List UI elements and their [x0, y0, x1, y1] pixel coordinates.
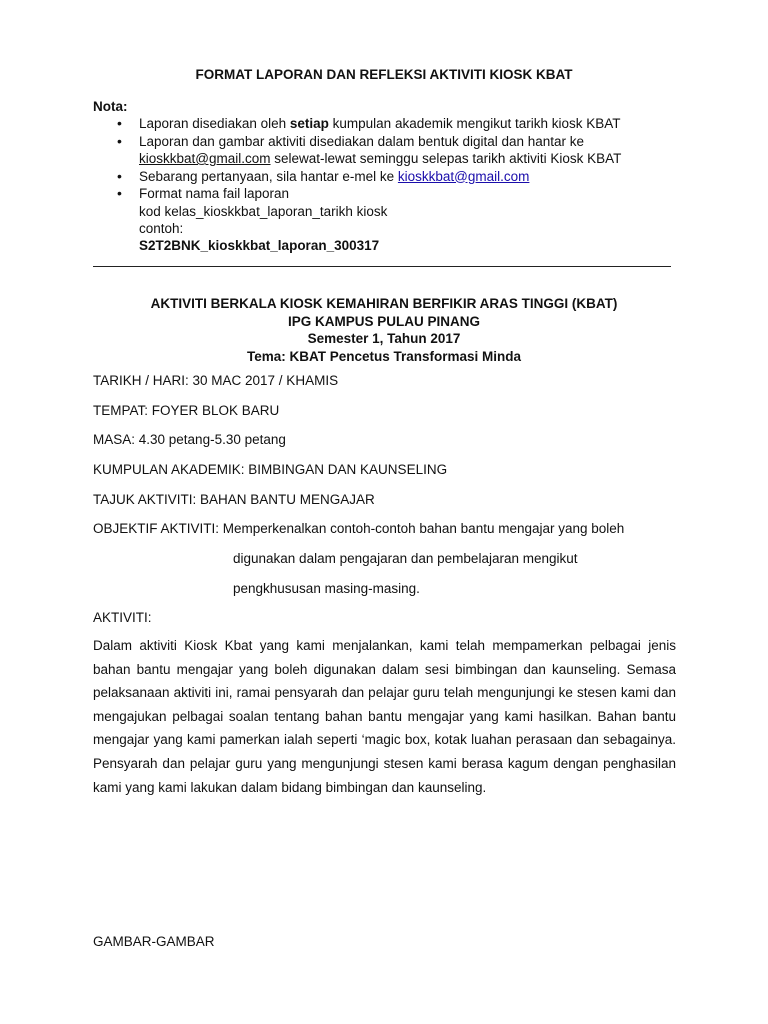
- nota-2-email-link[interactable]: kioskkbat@gmail.com: [139, 151, 271, 166]
- activity-heading: [0, 295, 768, 365]
- nota-4-text: • Format nama fail laporan: [139, 186, 290, 201]
- field-masa: MASA: 4.30 petang-5.30 petang: [93, 432, 286, 447]
- nota-item-4: [117, 185, 621, 254]
- field-tempat: TEMPAT: FOYER BLOK BARU: [93, 403, 280, 418]
- field-objektif-cont-1: digunakan dalam pengajaran dan pembelajaran mengikut: [233, 551, 578, 566]
- nota-3-email-link[interactable]: kioskkbat@gmail.com: [397, 168, 530, 184]
- nota-1-emphasis: setiap: [289, 116, 329, 131]
- section-divider: [93, 266, 671, 267]
- field-kumpulan: KUMPULAN AKADEMIK: BIMBINGAN DAN KAUNSELING: [93, 462, 448, 477]
- nota-4-example: S2T2BNK_kioskkbat_laporan_300317: [139, 237, 380, 253]
- nota-3-text: Sebarang pertanyaan, sila hantar e-mel ke: [139, 168, 398, 184]
- nota-4-format: kod kelas_kioskkbat_laporan_tarikh kiosk: [139, 203, 388, 219]
- heading-line-2: IPG KAMPUS PULAU PINANG: [287, 313, 480, 329]
- field-objektif: OBJEKTIF AKTIVITI: Memperkenalkan contoh-contoh bahan bantu mengajar yang boleh: [93, 521, 625, 536]
- field-objektif-cont-2: pengkhususan masing-masing.: [233, 581, 420, 596]
- heading-line-3: Semester 1, Tahun 2017: [307, 331, 461, 346]
- field-tajuk: TAJUK AKTIVITI: BAHAN BANTU MENGAJAR: [93, 492, 375, 507]
- nota-label: Nota:: [93, 99, 128, 114]
- heading-line-4: Tema: KBAT Pencetus Transformasi Minda: [246, 348, 522, 364]
- nota-2-text-post: selewat-lewat seminggu selepas tarikh aktiviti Kiosk KBAT: [270, 151, 622, 166]
- nota-1-text-pre: Laporan disediakan oleh: [139, 116, 290, 131]
- gambar-label: GAMBAR-GAMBAR: [93, 934, 215, 949]
- nota-list: [117, 115, 621, 254]
- nota-2-line-1: • Laporan dan gambar aktiviti disediakan dalam bentuk digital dan hantar ke: [139, 133, 585, 149]
- field-tarikh: TARIKH / HARI: 30 MAC 2017 / KHAMIS: [93, 373, 339, 388]
- nota-4-contoh-label: contoh:: [139, 220, 184, 236]
- nota-item-2: [117, 133, 621, 168]
- nota-item-1: [117, 115, 621, 133]
- nota-1-text-post: kumpulan akademik mengikut tarikh kiosk KBAT: [328, 116, 621, 131]
- heading-line-1: AKTIVITI BERKALA KIOSK KEMAHIRAN BERFIKIR ARAS TINGGI (KBAT): [150, 296, 618, 311]
- nota-item-3: [117, 168, 621, 186]
- aktiviti-paragraph: Dalam aktiviti Kiosk Kbat yang kami menjalankan, kami telah mempamerkan pelbagai jenis bahan bantu mengajar yang boleh digunakan dalam sesi bimbingan dan kaunseling. Semasa pelaksanaan aktiviti ini, ramai pensyarah dan pelajar guru telah mengunjungi ke stesen kami dan mengajukan pelbagai soalan tentang bahan bantu mengajar yang kami hasilkan. Bahan bantu mengajar yang kami pamerkan ialah seperti ‘magic box, kotak luahan perasaan dan sebagainya. Pensyarah dan pelajar guru yang mengunjungi stesen kami berasa kagum dengan penghasilan kami yang kami lakukan dalam bidang bimbingan dan kaunseling.: [93, 638, 676, 795]
- aktiviti-label: AKTIVITI:: [93, 610, 152, 625]
- document-title: FORMAT LAPORAN DAN REFLEKSI AKTIVITI KIOSK KBAT: [195, 67, 573, 82]
